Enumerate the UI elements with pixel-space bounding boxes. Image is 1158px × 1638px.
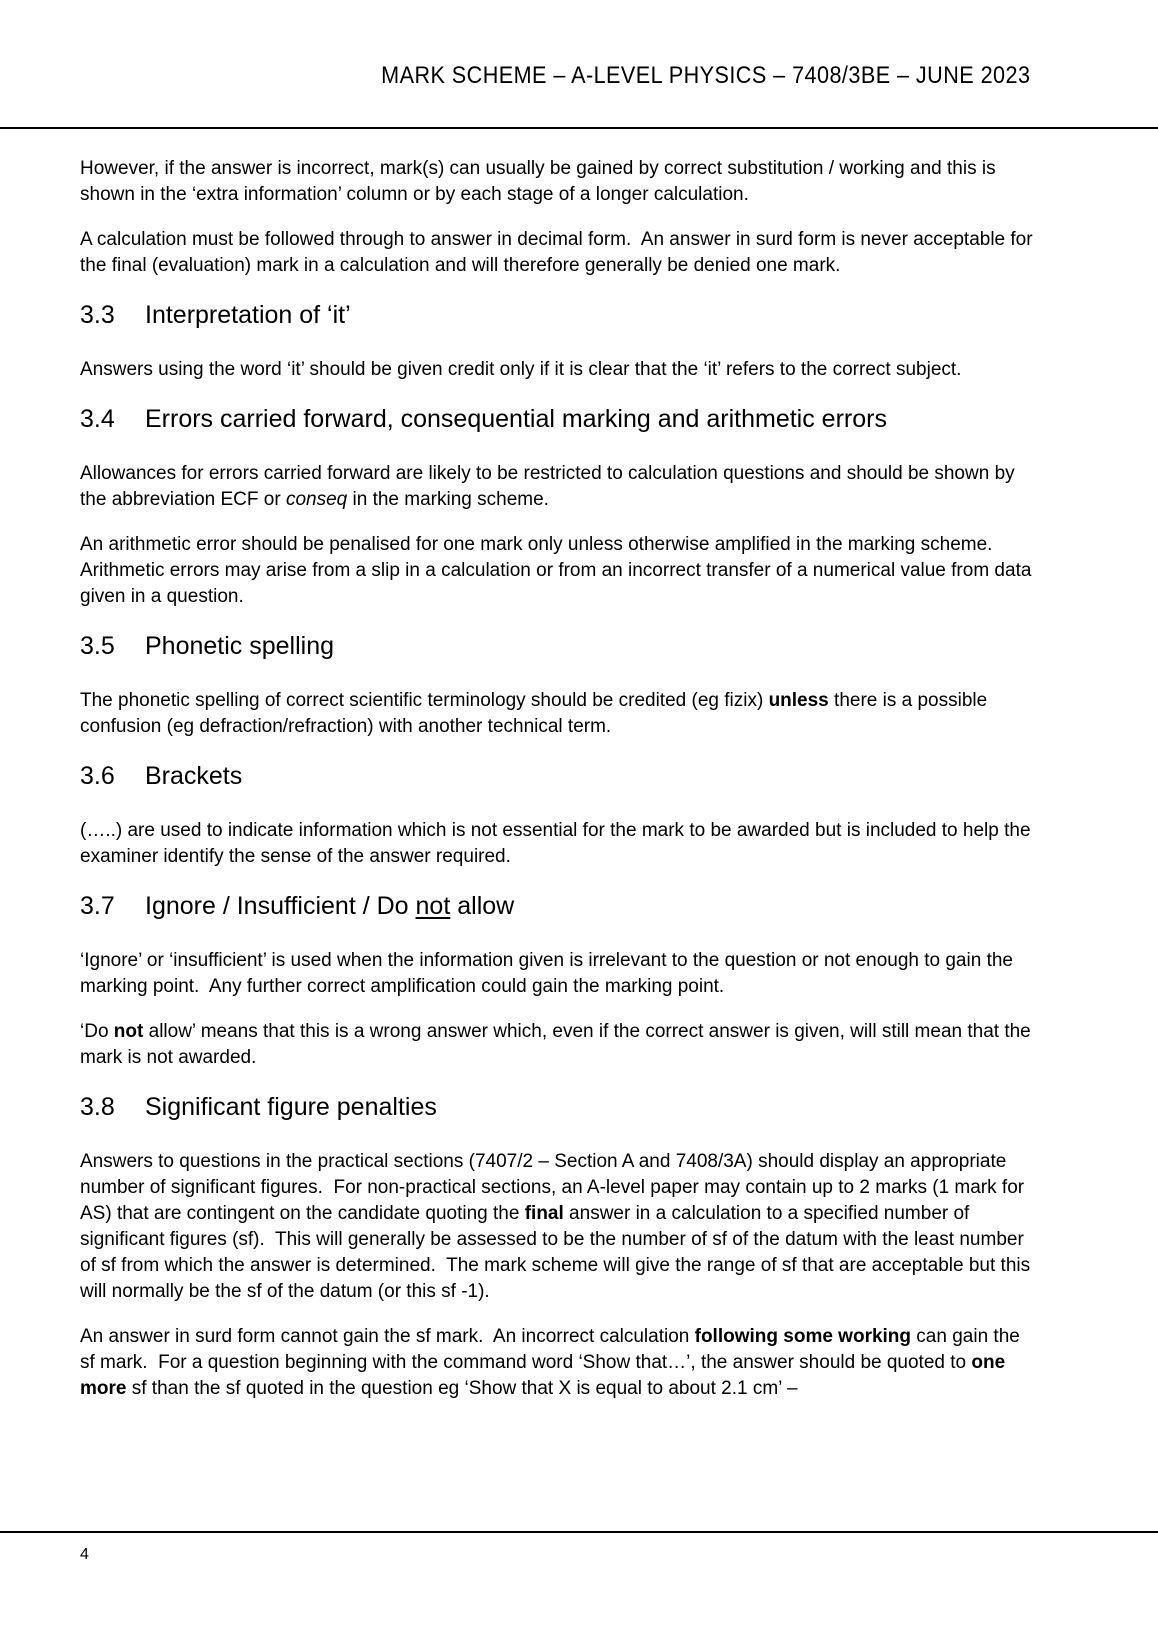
section-number: 3.7 [80,892,115,920]
section-heading [80,631,1038,661]
section-title [145,300,1038,330]
text-run: Answers to questions in the practical sections (7407/2 – Section A and 7408/3A) should display an appropriate number of significant figures. For non-practical sections, an A-level paper may contain up to 2 marks (1 mark for AS) that are contingent on the candidate quoting the [80,1151,1025,1224]
text-run: final [524,1203,564,1224]
section-number: 3.4 [80,405,115,433]
text-run: Allowances for errors carried forward are likely to be restricted to calculation questions and should be shown by the abbreviation ECF or [80,463,1015,510]
body-paragraph [80,357,1038,383]
text-run: Brackets [145,762,243,790]
text-run: there is a possible confusion (eg defraction/refraction) with another technical term. [80,690,988,737]
section-number: 3.5 [80,632,115,660]
body-paragraph [80,1019,1038,1071]
body-paragraph [80,818,1038,870]
text-run: not [113,1021,144,1042]
text-run: conseq [285,489,348,510]
text-run: one more [80,1352,1006,1399]
text-run: The phonetic spelling of correct scientific terminology should be credited (eg fizix) [80,690,769,711]
text-run: not [415,892,451,920]
section-title [145,1092,1038,1122]
text-run: Phonetic spelling [145,632,335,660]
body-paragraph [80,532,1038,610]
text-run: (…..) are used to indicate information which is not essential for the mark to be awarded but is included to help the examiner identify the sense of the answer required. [80,820,1031,867]
body-paragraph [80,156,1038,208]
text-run: Significant figure penalties [145,1093,437,1121]
text-run: answer in a calculation to a specified number of significant figures (sf). This will generally be assessed to be the number of sf of the datum with the least number of sf from which the answer is determined. The mark scheme will give the range of sf that are acceptable but this will normally be the sf of the datum (or this sf -1). [80,1203,1031,1302]
text-run: A calculation must be followed through to answer in decimal form. An answer in surd form is never acceptable for the final (evaluation) mark in a calculation and will therefore generally be denied one mark. [80,229,1033,276]
section-title [145,761,1038,791]
text-run: allow’ means that this is a wrong answer which, even if the correct answer is given, will still mean that the mark is not awarded. [80,1021,1031,1068]
section-heading [80,761,1038,791]
page-header [80,62,1030,90]
text-run: Answers using the word ‘it’ should be given credit only if it is clear that the ‘it’ refers to the correct subject. [80,359,962,380]
section-number: 3.3 [80,301,115,329]
section-heading [80,1092,1038,1122]
body-paragraph [80,1149,1038,1305]
header-rule [0,127,1158,129]
text-run: ‘Do [80,1021,114,1042]
text-run: Ignore / Insufficient / Do [145,892,416,920]
text-run: sf than the sf quoted in the question eg ‘Show that X is equal to about 2.1 cm’ – [126,1378,798,1399]
footer-rule [0,1531,1158,1533]
text-run: can gain the sf mark. For a question beginning with the command word ‘Show that…’, the answer should be quoted to [80,1326,1020,1373]
text-run: allow [450,892,515,920]
text-run: ‘Ignore’ or ‘insufficient’ is used when the information given is irrelevant to the question or not enough to gain the marking point. Any further correct amplification could gain the marking point. [80,950,1013,997]
text-run: Interpretation of ‘it’ [145,301,351,329]
text-run: An answer in surd form cannot gain the sf mark. An incorrect calculation [80,1326,695,1347]
section-title [145,891,1038,921]
text-run: However, if the answer is incorrect, mark(s) can usually be gained by correct substitution / working and this is shown in the ‘extra information’ column or by each stage of a longer calculation. [80,158,996,205]
body-paragraph [80,227,1038,279]
body-paragraph [80,948,1038,1000]
page-number: 4 [80,1546,89,1563]
section-title [145,631,1038,661]
body-paragraph [80,1324,1038,1402]
body-paragraph [80,688,1038,740]
section-number: 3.8 [80,1093,115,1121]
text-run: unless [768,690,829,711]
text-run: in the marking scheme. [347,489,549,510]
text-run: following some working [694,1326,912,1347]
text-run: An arithmetic error should be penalised for one mark only unless otherwise amplified in the marking scheme. Arithmetic errors may arise from a slip in a calculation or from an incorrect transfer of a numerical value from data given in a question. [80,534,1032,607]
section-title [145,404,1038,434]
body-paragraph [80,461,1038,513]
section-heading [80,300,1038,330]
section-heading [80,891,1038,921]
header-title: MARK SCHEME – A-LEVEL PHYSICS – 7408/3BE – JUNE 2023 [380,62,1030,89]
document-content [80,156,1038,1421]
section-heading [80,404,1038,434]
text-run: Errors carried forward, consequential marking and arithmetic errors [145,405,887,433]
section-number: 3.6 [80,762,115,790]
